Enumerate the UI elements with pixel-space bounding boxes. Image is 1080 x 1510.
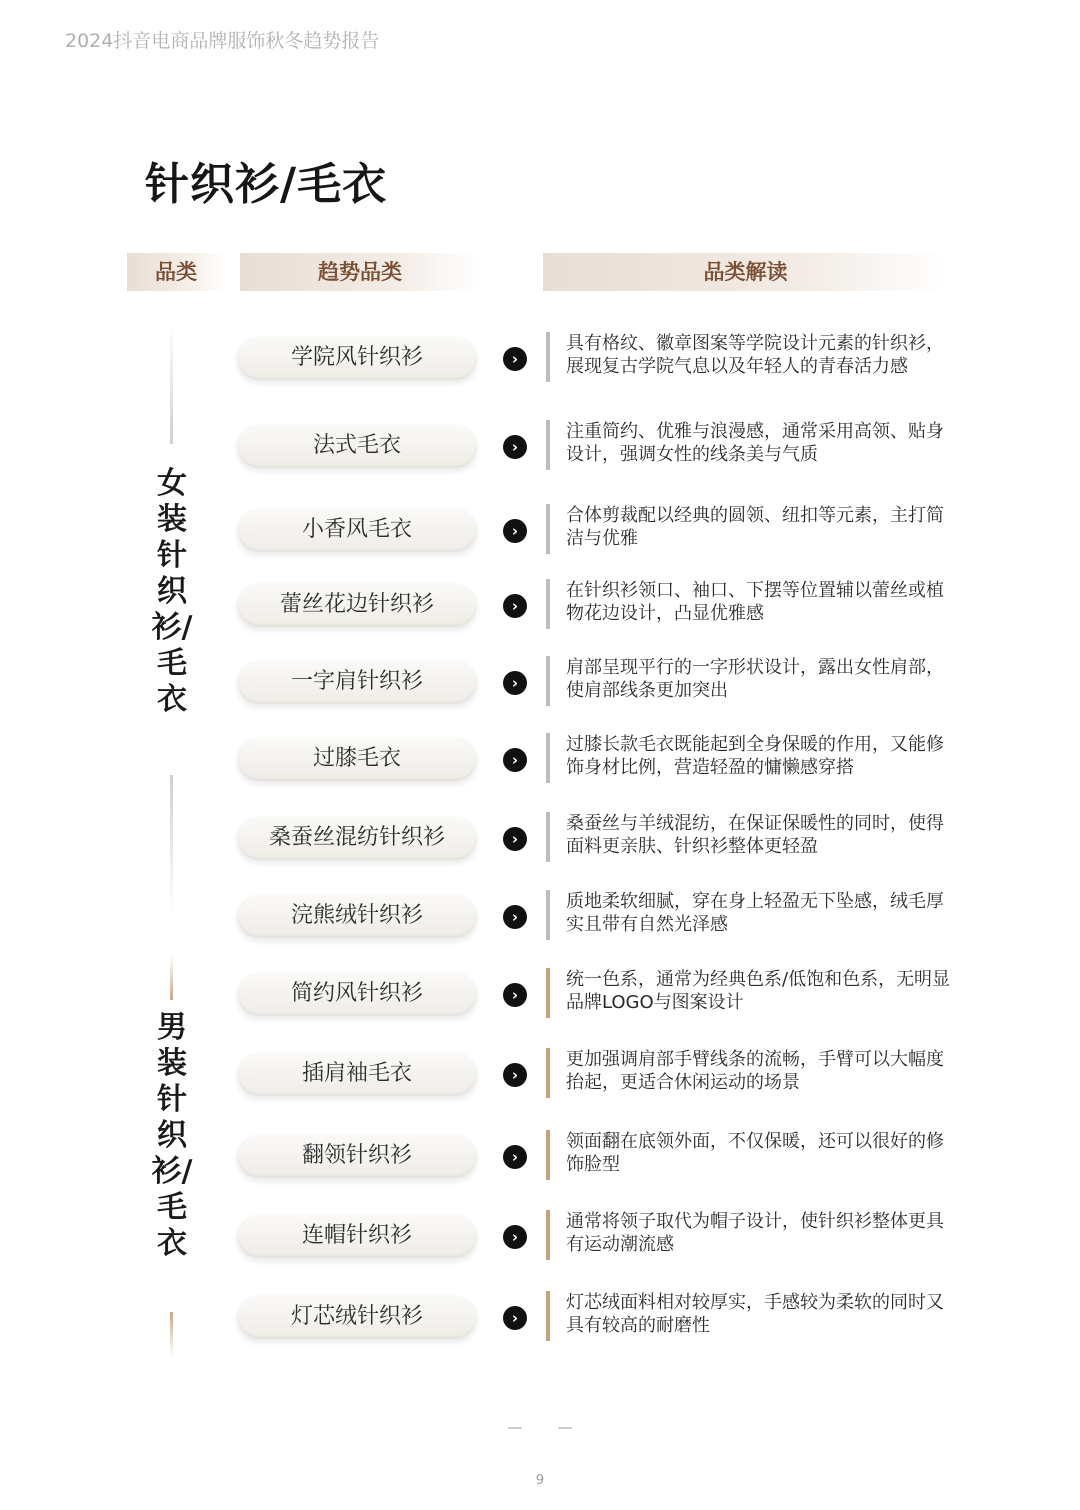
footer-dash-right xyxy=(558,1427,572,1429)
trend-item-desc: 更加强调肩部手臂线条的流畅，手臂可以大幅度抬起，更适合休闲运动的场景 xyxy=(566,1049,944,1093)
chevron-right-icon: › xyxy=(503,1063,527,1087)
desc-accent-bar xyxy=(546,504,550,554)
table-row xyxy=(0,1206,1080,1266)
trend-item-desc: 肩部呈现平行的一字形状设计，露出女性肩部，使肩部线条更加突出 xyxy=(566,657,944,701)
trend-item-desc: 注重简约、优雅与浪漫感，通常采用高领、贴身设计，强调女性的线条美与气质 xyxy=(566,421,944,465)
chevron-right-icon: › xyxy=(503,1306,527,1330)
desc-accent-bar xyxy=(546,579,550,629)
trend-item-pill: 灯芯绒针织衫 xyxy=(237,1295,477,1339)
chevron-right-icon: › xyxy=(503,671,527,695)
trend-item-pill: 法式毛衣 xyxy=(237,424,477,468)
desc-accent-bar xyxy=(546,890,550,940)
trend-item-desc: 过膝长款毛衣既能起到全身保暖的作用，又能修饰身材比例，营造轻盈的慵懒感穿搭 xyxy=(566,734,944,778)
chevron-right-icon: › xyxy=(503,827,527,851)
desc-accent-bar xyxy=(546,733,550,783)
chevron-right-icon: › xyxy=(503,1145,527,1169)
trend-item-desc: 桑蚕丝与羊绒混纺，在保证保暖性的同时，使得面料更亲肤、针织衫整体更轻盈 xyxy=(566,813,944,857)
trend-item-pill: 小香风毛衣 xyxy=(237,508,477,552)
trend-item-pill: 蕾丝花边针织衫 xyxy=(237,583,477,627)
chevron-right-icon: › xyxy=(503,594,527,618)
header-trend: 趋势品类 xyxy=(240,253,480,291)
page-heading: 针织衫/毛衣 xyxy=(145,159,388,210)
table-row xyxy=(0,328,1080,388)
desc-accent-bar xyxy=(546,656,550,706)
chevron-right-icon: › xyxy=(503,1225,527,1249)
trend-item-pill: 桑蚕丝混纺针织衫 xyxy=(237,816,477,860)
group-label-men: 男装针织衫/毛衣 xyxy=(151,1010,193,1261)
desc-accent-bar xyxy=(546,1291,550,1341)
table-row xyxy=(0,964,1080,1024)
table-row xyxy=(0,729,1080,789)
trend-item-desc: 合体剪裁配以经典的圆领、纽扣等元素，主打简洁与优雅 xyxy=(566,505,944,549)
table-row xyxy=(0,575,1080,635)
trend-item-pill: 简约风针织衫 xyxy=(237,972,477,1016)
chevron-right-icon: › xyxy=(503,347,527,371)
desc-accent-bar xyxy=(546,1210,550,1260)
footer-dash-left xyxy=(508,1427,522,1429)
table-row xyxy=(0,500,1080,560)
desc-accent-bar xyxy=(546,1048,550,1098)
trend-item-pill: 一字肩针织衫 xyxy=(237,660,477,704)
chevron-right-icon: › xyxy=(503,435,527,459)
table-row xyxy=(0,652,1080,712)
trend-item-desc: 质地柔软细腻，穿在身上轻盈无下坠感，绒毛厚实且带有自然光泽感 xyxy=(566,891,944,935)
trend-item-pill: 插肩袖毛衣 xyxy=(237,1052,477,1096)
chevron-right-icon: › xyxy=(503,519,527,543)
trend-item-pill: 连帽针织衫 xyxy=(237,1214,477,1258)
chevron-right-icon: › xyxy=(503,905,527,929)
table-row xyxy=(0,1044,1080,1104)
table-row xyxy=(0,416,1080,476)
trend-item-desc: 在针织衫领口、袖口、下摆等位置辅以蕾丝或植物花边设计，凸显优雅感 xyxy=(566,580,944,624)
trend-item-desc: 统一色系，通常为经典色系/低饱和色系，无明显品牌LOGO与图案设计 xyxy=(566,969,951,1013)
desc-accent-bar xyxy=(546,332,550,382)
table-row xyxy=(0,808,1080,868)
page-number: 9 xyxy=(535,1473,545,1488)
trend-item-pill: 浣熊绒针织衫 xyxy=(237,894,477,938)
table-row xyxy=(0,1287,1080,1347)
trend-item-pill: 翻领针织衫 xyxy=(237,1134,477,1178)
header-desc: 品类解读 xyxy=(543,253,948,291)
table-row xyxy=(0,886,1080,946)
chevron-right-icon: › xyxy=(503,983,527,1007)
trend-item-desc: 通常将领子取代为帽子设计，使针织衫整体更具有运动潮流感 xyxy=(566,1211,944,1255)
trend-item-desc: 领面翻在底领外面，不仅保暖，还可以很好的修饰脸型 xyxy=(566,1131,944,1175)
trend-item-pill: 学院风针织衫 xyxy=(237,336,477,380)
group-label-women: 女装针织衫/毛衣 xyxy=(151,466,193,717)
trend-item-desc: 灯芯绒面料相对较厚实，手感较为柔软的同时又具有较高的耐磨性 xyxy=(566,1292,944,1336)
desc-accent-bar xyxy=(546,812,550,862)
trend-item-pill: 过膝毛衣 xyxy=(237,737,477,781)
chevron-right-icon: › xyxy=(503,748,527,772)
header-category: 品类 xyxy=(127,253,225,291)
table-row xyxy=(0,1126,1080,1186)
trend-item-desc: 具有格纹、徽章图案等学院设计元素的针织衫，展现复古学院气息以及年轻人的青春活力感 xyxy=(566,333,944,377)
desc-accent-bar xyxy=(546,420,550,470)
desc-accent-bar xyxy=(546,968,550,1018)
report-title: 2024抖音电商品牌服饰秋冬趋势报告 xyxy=(65,30,380,52)
desc-accent-bar xyxy=(546,1130,550,1180)
